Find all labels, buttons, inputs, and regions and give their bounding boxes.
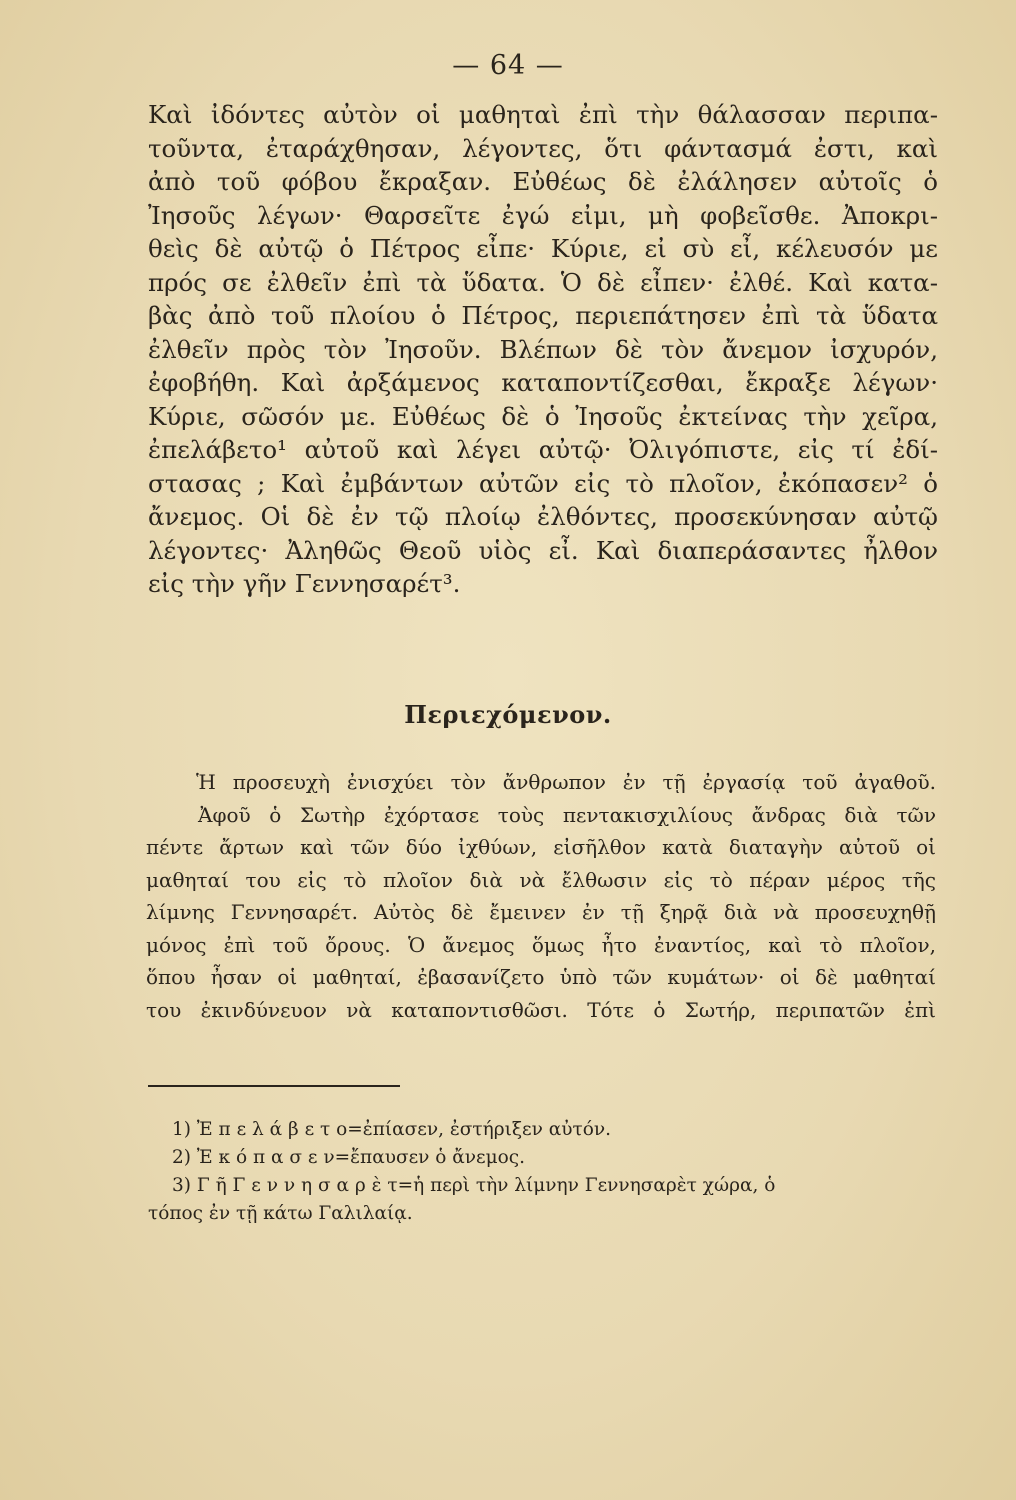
footnote-1: 1) Ἐ π ε λ ά β ε τ ο=ἐπίασεν, ἐστήριξεν αὐτόν.: [172, 1119, 612, 1140]
summary-line: Ἡ προσευχὴ ἐνισχύει τὸν ἄνθρωπον ἐν τῇ ἐργασίᾳ τοῦ ἀγαθοῦ.: [196, 770, 936, 794]
passage-line: ἐλθεῖν πρὸς τὸν Ἰησοῦν. Βλέπων δὲ τὸν ἄνεμον ἰσχυρόν,: [148, 334, 938, 364]
passage-line: Καὶ ἰδόντες αὐτὸν οἱ μαθηταὶ ἐπὶ τὴν θάλασσαν περιπα-: [148, 100, 938, 129]
summary-line: μαθηταί του εἰς τὸ πλοῖον διὰ νὰ ἔλθωσιν εἰς τὸ πέραν μέρος τῆς: [146, 867, 936, 892]
summary-line: ὅπου ἦσαν οἱ μαθηταί, ἐβασανίζετο ὑπὸ τῶν κυμάτων· οἱ δὲ μαθηταί: [146, 965, 936, 989]
passage-line: Ἰησοῦς λέγων· Θαρσεῖτε ἐγώ εἰμι, μὴ φοβεῖσθε. Ἀποκρι-: [148, 200, 938, 230]
passage-line: πρός σε ἐλθεῖν ἐπὶ τὰ ὕδατα. Ὁ δὲ εἶπεν· ἐλθέ. Καὶ κατα-: [148, 267, 938, 297]
page-number: — 64 —: [452, 50, 564, 81]
passage-line: στασας ; Καὶ ἐμβάντων αὐτῶν εἰς τὸ πλοῖον, ἐκόπασεν² ὁ: [148, 468, 938, 498]
passage-line: ἐφοβήθη. Καὶ ἀρξάμενος καταποντίζεσθαι, ἔκραξε λέγων·: [148, 368, 938, 397]
summary-line: μόνος ἐπὶ τοῦ ὄρους. Ὁ ἄνεμος ὅμως ἦτο ἐναντίος, καὶ τὸ πλοῖον,: [146, 932, 936, 957]
footnote-2: 2) Ἐ κ ό π α σ ε ν=ἔπαυσεν ὁ ἄνεμος.: [172, 1147, 526, 1168]
passage-line: λέγοντες· Ἀληθῶς Θεοῦ υἱὸς εἶ. Καὶ διαπεράσαντες ἦλθον: [148, 535, 938, 565]
summary-line: Ἀφοῦ ὁ Σωτὴρ ἐχόρτασε τοὺς πεντακισχιλίους ἄνδρας διὰ τῶν: [198, 802, 936, 827]
main-passage: [148, 98, 938, 601]
passage-line: ἄνεμος. Οἱ δὲ ἐν τῷ πλοίῳ ἐλθόντες, προσεκύνησαν αὐτῷ: [148, 502, 938, 531]
summary-line: λίμνης Γεννησαρέτ. Αὐτὸς δὲ ἔμεινεν ἐν τῇ ξηρᾷ διὰ νὰ προσευχηθῇ: [146, 900, 936, 924]
summary-line: πέντε ἄρτων καὶ τῶν δύο ἰχθύων, εἰσῆλθον κατὰ διαταγὴν αὐτοῦ οἱ: [146, 835, 936, 859]
passage-line: βὰς ἀπὸ τοῦ πλοίου ὁ Πέτρος, περιεπάτησεν ἐπὶ τὰ ὕδατα: [148, 301, 938, 330]
passage-line: Κύριε, σῶσόν με. Εὐθέως δὲ ὁ Ἰησοῦς ἐκτείνας τὴν χεῖρα,: [148, 401, 938, 431]
footnote-3: 3) Γ ῆ Γ ε ν ν η σ α ρ ὲ τ=ἡ περὶ τὴν λίμνην Γεννησαρὲτ χώρα, ὁ: [172, 1175, 776, 1196]
passage-line: ἀπὸ τοῦ φόβου ἔκραξαν. Εὐθέως δὲ ἐλάλησεν αὐτοῖς ὁ: [148, 167, 938, 196]
passage-line: τοῦντα, ἐταράχθησαν, λέγοντες, ὅτι φάντασμά ἐστι, καὶ: [148, 133, 938, 163]
summary-line: του ἐκινδύνευον νὰ καταποντισθῶσι. Τότε ὁ Σωτήρ, περιπατῶν ἐπὶ: [146, 997, 936, 1022]
section-heading: Περιεχόμενον.: [404, 700, 612, 729]
summary-passage: [146, 766, 936, 1026]
passage-line: ἐπελάβετο¹ αὐτοῦ καὶ λέγει αὐτῷ· Ὀλιγόπιστε, εἰς τί ἐδί-: [148, 435, 938, 464]
footnotes: [148, 1116, 938, 1228]
footnote-divider: [148, 1085, 400, 1087]
passage-line: θεὶς δὲ αὐτῷ ὁ Πέτρος εἶπε· Κύριε, εἰ σὺ εἶ, κέλευσόν με: [148, 234, 938, 263]
footnote-3-continued: τόπος ἐν τῇ κάτω Γαλιλαίᾳ.: [148, 1203, 413, 1224]
passage-line: εἰς τὴν γῆν Γεννησαρέτ³.: [148, 569, 461, 598]
